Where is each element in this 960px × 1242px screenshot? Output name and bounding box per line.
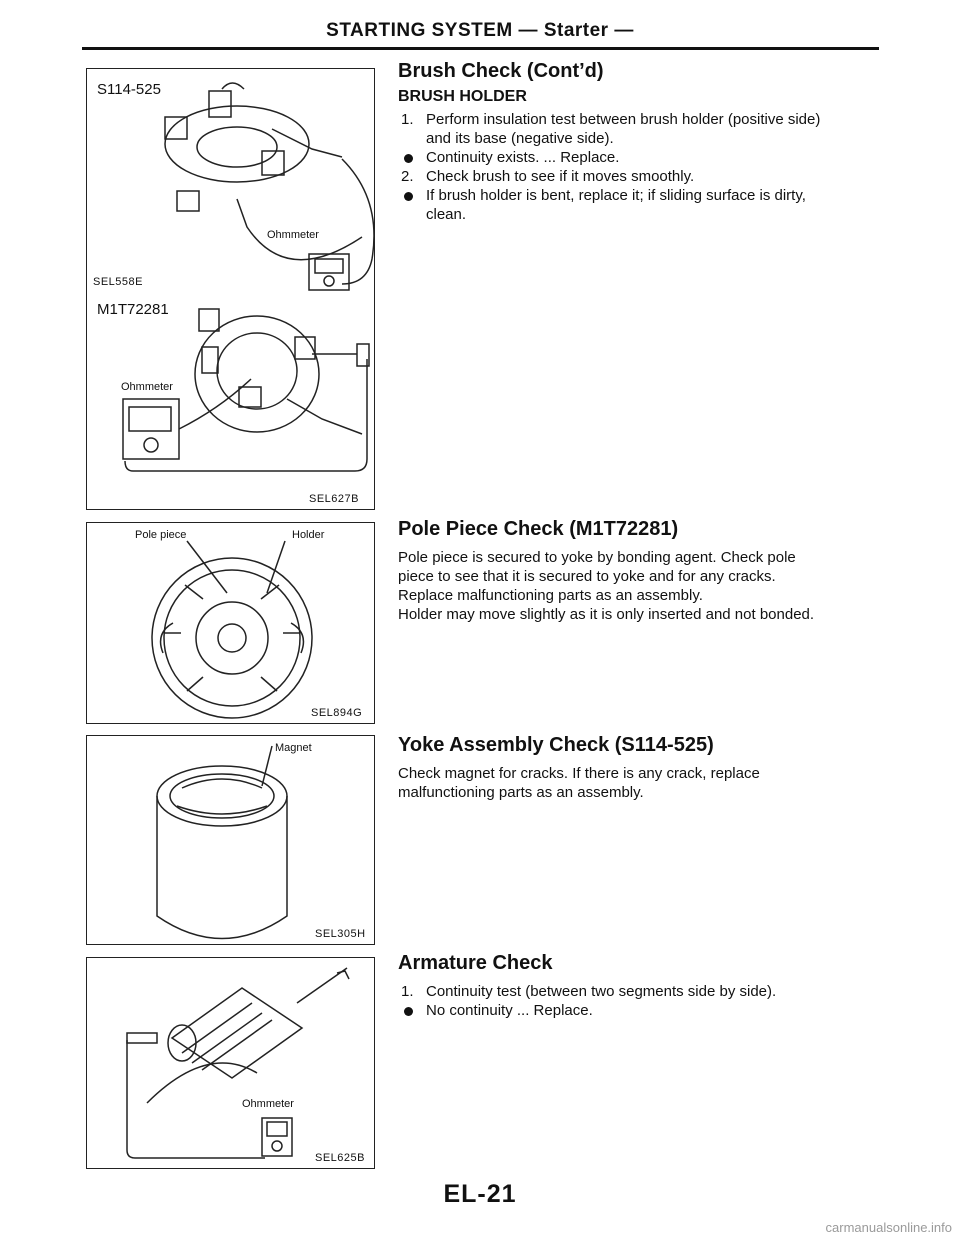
body-line: Check magnet for cracks. If there is any crack, replace [398, 765, 760, 782]
holder-label: Holder [292, 529, 325, 541]
model-label-m1t72281: M1T72281 [97, 301, 169, 318]
body-line: malfunctioning parts as an assembly. [398, 784, 644, 801]
brush-holder-subtitle: BRUSH HOLDER [398, 88, 527, 105]
step-1 [398, 110, 888, 148]
bullet-item [398, 1001, 888, 1020]
figure-code-sel894g: SEL894G [311, 707, 363, 719]
bullet-item [398, 186, 888, 224]
pole-piece-illustration [87, 523, 376, 725]
step-text: Check brush to see if it moves smoothly. [426, 168, 695, 185]
body-line: piece to see that it is secured to yoke and for any cracks. [398, 568, 776, 585]
page-header-title: STARTING SYSTEM — Starter — [326, 20, 634, 41]
armature-figure [86, 957, 375, 1169]
bullet-text: Continuity exists. ... Replace. [426, 149, 620, 166]
pole-piece-body [398, 548, 888, 624]
bullet-text: No continuity ... Replace. [426, 1002, 593, 1019]
brush-holder-steps [398, 110, 888, 224]
figure-code-sel305h: SEL305H [315, 928, 366, 940]
step-number: 1. [401, 111, 414, 128]
bullet-text: clean. [426, 206, 467, 223]
step-text: Perform insulation test between brush holder (positive side) [426, 111, 821, 128]
figure-code-sel627b: SEL627B [309, 493, 359, 505]
step-number: 1. [401, 983, 414, 1000]
figure-code-sel625b: SEL625B [315, 1152, 365, 1164]
bullet-icon [404, 192, 413, 201]
step-2 [398, 167, 888, 186]
pole-piece-figure [86, 522, 375, 724]
yoke-body [398, 764, 888, 802]
brush-holder-illustration [87, 69, 376, 511]
bullet-item [398, 148, 888, 167]
step-text: Continuity test (between two segments side by side). [426, 983, 777, 1000]
yoke-check-title: Yoke Assembly Check (S114-525) [398, 734, 714, 756]
ohmmeter-label: Ohmmeter [121, 381, 173, 393]
body-line: Replace malfunctioning parts as an assembly. [398, 587, 703, 604]
armature-check-title: Armature Check [398, 952, 553, 974]
brush-check-title: Brush Check (Cont’d) [398, 60, 604, 82]
magnet-label: Magnet [275, 742, 312, 754]
yoke-figure [86, 735, 375, 945]
figure-code-sel558e: SEL558E [93, 276, 143, 288]
brush-holder-figure [86, 68, 375, 510]
body-line: Pole piece is secured to yoke by bonding agent. Check pole [398, 549, 796, 566]
model-label-s114-525: S114-525 [97, 81, 161, 98]
step-1 [398, 982, 888, 1001]
pole-piece-check-title: Pole Piece Check (M1T72281) [398, 518, 679, 540]
bullet-icon [404, 1007, 413, 1016]
step-number: 2. [401, 168, 414, 185]
armature-illustration [87, 958, 376, 1170]
ohmmeter-label: Ohmmeter [267, 229, 319, 241]
pole-piece-label: Pole piece [135, 529, 187, 541]
body-line: Holder may move slightly as it is only inserted and not bonded. [398, 606, 815, 623]
watermark: carmanualsonline.info [825, 1220, 952, 1235]
step-text: and its base (negative side). [426, 130, 614, 147]
bullet-text: If brush holder is bent, replace it; if sliding surface is dirty, [426, 187, 806, 204]
ohmmeter-label: Ohmmeter [242, 1098, 294, 1110]
armature-body [398, 982, 888, 1020]
bullet-icon [404, 154, 413, 163]
yoke-illustration [87, 736, 376, 946]
page-number: EL-21 [443, 1180, 517, 1208]
header-rule [82, 47, 879, 50]
